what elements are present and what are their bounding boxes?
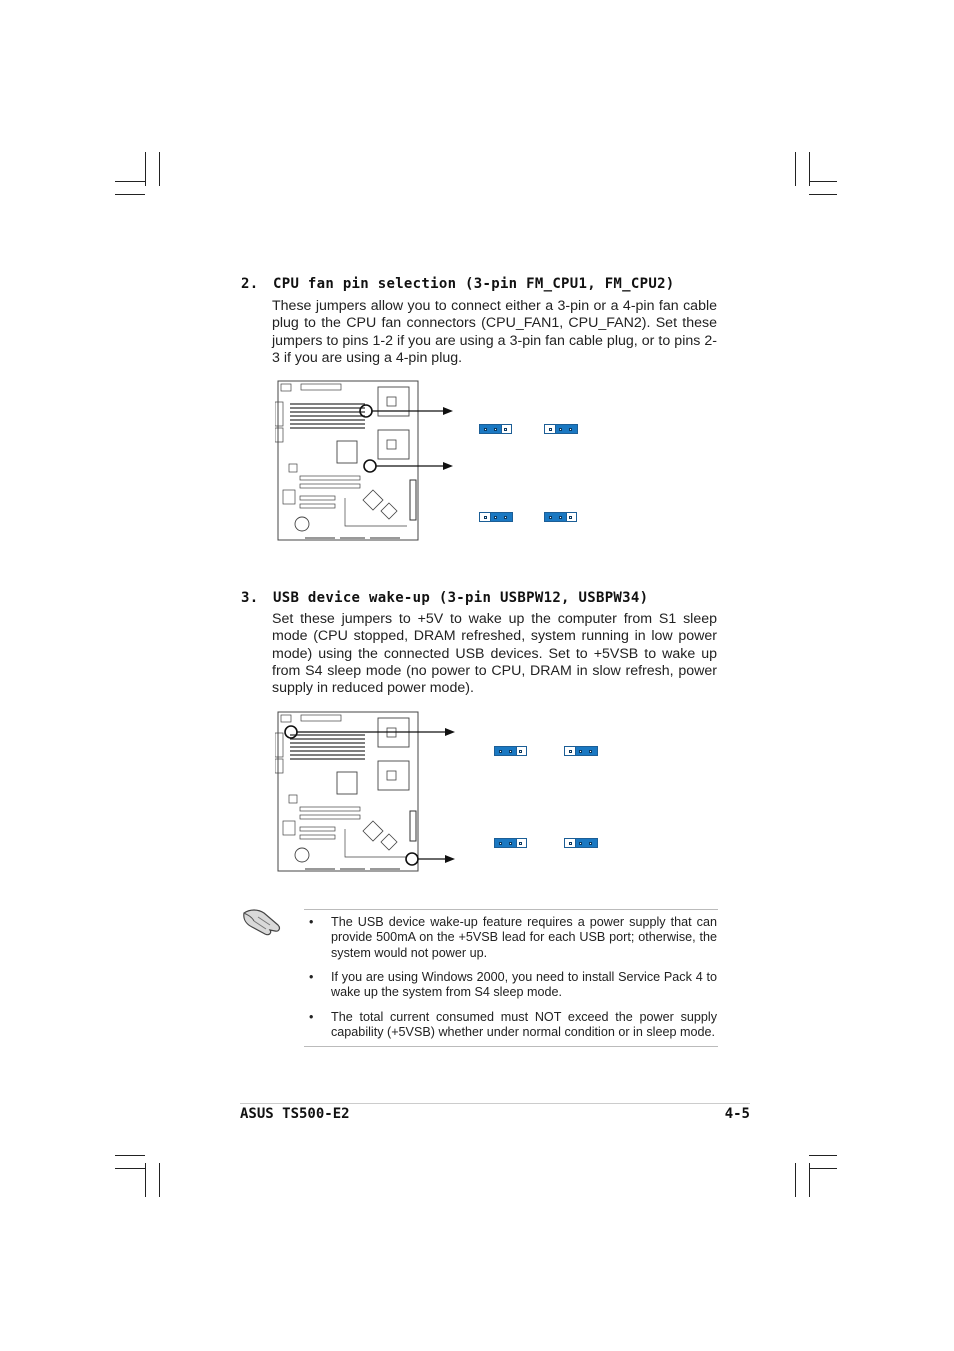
crop-mark bbox=[115, 194, 145, 195]
crop-mark bbox=[809, 1155, 837, 1156]
crop-mark bbox=[115, 1168, 145, 1169]
bullet-icon: • bbox=[309, 915, 314, 929]
note-text: The total current consumed must NOT exceed the power supply capability (+5VSB) whether under normal condition or in sleep mode. bbox=[331, 1010, 717, 1040]
footer-page-number: 4-5 bbox=[724, 1106, 750, 1122]
section-title: CPU fan pin selection (3-pin FM_CPU1, FM_CPU2) bbox=[273, 276, 675, 292]
section-number: 3. bbox=[241, 590, 259, 606]
jumper-fm-cpu2-pins-1-2 bbox=[479, 512, 512, 522]
crop-mark bbox=[159, 1163, 160, 1197]
crop-mark bbox=[115, 181, 145, 182]
crop-mark bbox=[809, 194, 837, 195]
motherboard-diagram-fan bbox=[275, 378, 465, 544]
section-3-body: Set these jumpers to +5V to wake up the computer from S1 sleep mode (CPU stopped, DRAM refreshed, system running in low power mode) using the connected USB devices. Set to +5VSB to wake up from S4 sleep mode (no power to CPU, DRAM in slow refresh, power supply in reduced power mode). bbox=[272, 611, 717, 697]
section-title: USB device wake-up (3-pin USBPW12, USBPW34) bbox=[273, 590, 649, 606]
jumper-usbpw12-5vsb bbox=[564, 746, 597, 756]
jumper-fm-cpu2-pins-2-3 bbox=[544, 512, 577, 522]
motherboard-diagram-usb bbox=[275, 709, 465, 875]
section-number: 2. bbox=[241, 276, 259, 292]
jumper-fm-cpu1-pins-2-3 bbox=[544, 424, 577, 434]
note-text: The USB device wake-up feature requires a power supply that can provide 500mA on the +5VSB lead for each USB port; otherwise, the system would not power up. bbox=[331, 915, 717, 960]
crop-mark bbox=[795, 152, 796, 186]
note-text: If you are using Windows 2000, you need to install Service Pack 4 to wake up the system from S4 sleep mode. bbox=[331, 970, 717, 1000]
jumper-usbpw12-5v bbox=[494, 746, 527, 756]
jumper-usbpw34-5vsb bbox=[564, 838, 597, 848]
bullet-icon: • bbox=[309, 1010, 314, 1024]
note-bottom-rule bbox=[304, 1046, 718, 1047]
note-item bbox=[309, 970, 717, 1002]
footer-rule bbox=[240, 1103, 750, 1104]
note-hand-icon bbox=[240, 903, 284, 937]
crop-mark bbox=[795, 1163, 796, 1197]
footer-product-name: ASUS TS500-E2 bbox=[240, 1106, 350, 1122]
section-2-body: These jumpers allow you to connect either a 3-pin or a 4-pin fan cable plug to the CPU fan connectors (CPU_FAN1, CPU_FAN2). Set these jumpers to pins 1-2 if you are using a 3-pin fan cable plug, or to pins 2-3 if you are using a 4-pin plug. bbox=[272, 298, 717, 366]
crop-mark bbox=[145, 1163, 146, 1197]
crop-mark bbox=[809, 181, 837, 182]
crop-mark bbox=[809, 1168, 837, 1169]
crop-mark bbox=[115, 1155, 145, 1156]
crop-mark bbox=[159, 152, 160, 186]
note-top-rule bbox=[304, 909, 718, 910]
jumper-fm-cpu1-pins-1-2 bbox=[479, 424, 512, 434]
note-item bbox=[309, 1010, 717, 1042]
jumper-usbpw34-5v bbox=[494, 838, 527, 848]
bullet-icon: • bbox=[309, 970, 314, 984]
crop-mark bbox=[145, 152, 146, 186]
note-item bbox=[309, 915, 717, 961]
